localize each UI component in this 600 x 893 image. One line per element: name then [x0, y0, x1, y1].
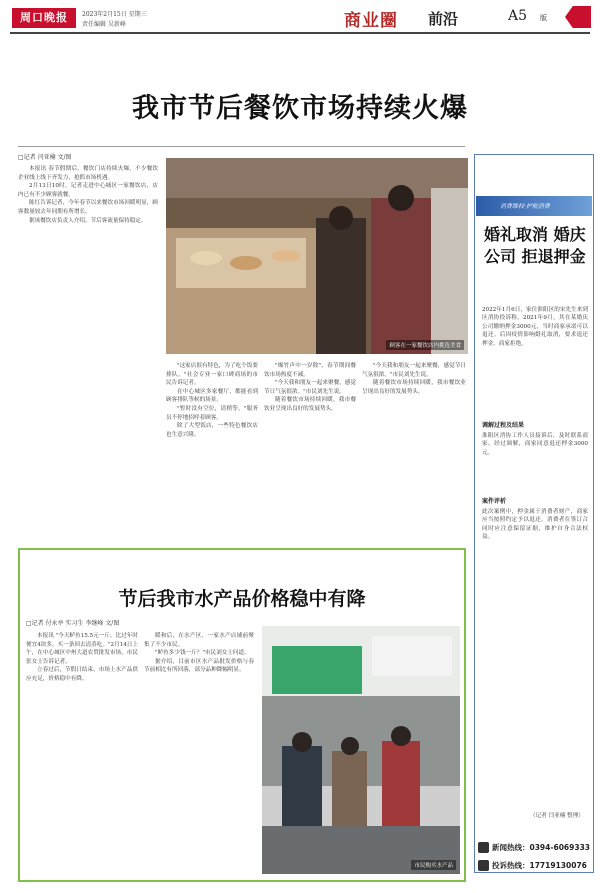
article-column-2	[166, 362, 258, 537]
article2-column-2	[144, 632, 254, 872]
restaurant-photo-image	[166, 158, 468, 354]
paragraph: "今天我和朋友一起来聚餐，感觉节日气氛很浓。"市民刘先生说。	[362, 363, 466, 378]
sidebar-reporter: （记者 闫亚楠 整理）	[530, 813, 584, 819]
page-suffix: 版	[540, 14, 547, 22]
phone-icon	[478, 842, 489, 853]
complaint-hotline: 投诉热线：17719130076	[492, 861, 587, 870]
article-byline: □记者 闫亚楠 文/图	[18, 154, 72, 161]
article-headline: 我市节后餐饮市场持续火爆	[132, 93, 468, 124]
sidebar-headline: 婚礼取消 婚庆公司 拒退押金	[484, 225, 586, 266]
article2-column-1	[26, 632, 138, 872]
paragraph: 2月13日10时，记者走进中心城区一家餐饮店，店内已有不少顾客就餐。	[18, 183, 158, 198]
photo-caption: 顾客在一家餐饮店内挑选美食	[386, 340, 464, 350]
contact-box	[474, 834, 594, 882]
seafood-market-image	[262, 626, 460, 874]
sidebar-subheading: 案件评析	[482, 498, 507, 505]
article2-headline: 节后我市水产品价格稳中有降	[118, 588, 366, 610]
paragraph: 除了大型饭店，一些特色餐饮店也生意兴隆。	[166, 423, 258, 438]
editor-credit: 责任编辑 吴新峰	[82, 21, 126, 28]
paragraph: 在中心城区多家餐厅，都能看到顾客排队等候的场景。	[166, 388, 258, 404]
page-number: A5	[508, 8, 528, 24]
section-subtitle: 前沿	[428, 10, 459, 28]
photo-caption: 市民购买水产品	[411, 860, 456, 870]
article2-byline: □记者 付永亭 实习生 李继峰 文/图	[26, 620, 120, 627]
paragraph: "爆竹声中一岁除"，春节期间餐饮市场热度不减。	[264, 363, 356, 378]
corner-arrow-icon	[565, 6, 591, 28]
paragraph: 据该餐饮店负责人介绍，节后客流量保持稳定。	[29, 217, 147, 224]
paragraph: 随着餐饮市场持续回暖，我市餐饮业呈现出良好的发展势头。	[264, 397, 356, 412]
section-title: 商业圈	[344, 11, 398, 31]
sidebar-analysis: 此次案例中，押金属于消费者财产，商家应当按照约定予以退还。消费者在签订合同时应注意保留证据，维护自身合法权益。	[482, 509, 588, 541]
newspaper-logo: 周口晚报	[12, 8, 76, 28]
article-column-3	[264, 362, 356, 537]
paragraph: "这家店很有特色，为了吃个饭要排队。"社会专业一家口碑商场的市民告诉记者。	[166, 363, 258, 387]
news-hotline: 新闻热线：0394-6069333	[492, 843, 591, 852]
restaurant-photo	[166, 158, 468, 354]
issue-date: 2023年2月15日 星期三	[82, 11, 147, 18]
phone-icon	[478, 860, 489, 871]
masthead-rule	[10, 32, 590, 34]
paragraph: "今天我和朋友一起来聚餐，感觉节日气氛很浓。"市民刘先生说。	[264, 380, 356, 395]
paragraph: "暂时没有空位，请稍等。"服务员不停地招呼着顾客。	[166, 405, 258, 421]
paragraph: "鲈鱼多少钱一斤？"市民刘女士问道。	[155, 650, 250, 657]
article-column-1	[18, 165, 158, 520]
seafood-market-photo	[262, 626, 460, 874]
article-column-4	[362, 362, 466, 537]
sidebar-mediation: 淮阳区消协工作人员接诉后，及时联系商家。经过调解，商家同意退还押金3000元。	[482, 433, 588, 456]
sidebar-subheading: 调解过程及结果	[482, 422, 525, 429]
paragraph: 随着餐饮市场持续回暖，我市餐饮业呈现出良好的发展势头。	[362, 380, 466, 395]
paragraph: 本报讯 "今天鲈鱼15.5元一斤，比过年时便宜4块多，买一条回去清蒸吃。"2月14日上午，在中心城区中州大道农贸批发市场，市民张女士告诉记者。	[26, 633, 138, 665]
paragraph: 据介绍，目前市区水产品批发价格与春节前相比有所回落，部分品种降幅明显。	[144, 658, 254, 674]
sidebar-banner-text: 消费维权·护航消费	[500, 203, 550, 210]
paragraph: 暖和后，在水产区，一家水产店铺前聚集了不少市民。	[144, 633, 254, 648]
sidebar-intro: 2022年1月6日，家住淮阳区的宋先生来到区消协投诉称，2021年9月，其在某婚庆公司缴纳押金3000元，当时商家承诺可以退还。后因疫情影响婚礼取消，要求退还押金，商家拒绝。	[482, 307, 588, 347]
paragraph: 立春过后，节假日结束，市场上水产品供应充足，价格稳中有降。	[26, 667, 138, 682]
paragraph: 本报讯 春节假期后，餐饮门店持续火爆，不少餐饮企业线上线下齐发力，抢抓市场机遇。	[18, 166, 158, 181]
headline-divider	[18, 146, 465, 147]
paragraph: 陈红告诉记者，今年春节以来餐饮市场回暖明显，顾客数量较去年同期有所增长。	[18, 200, 158, 215]
